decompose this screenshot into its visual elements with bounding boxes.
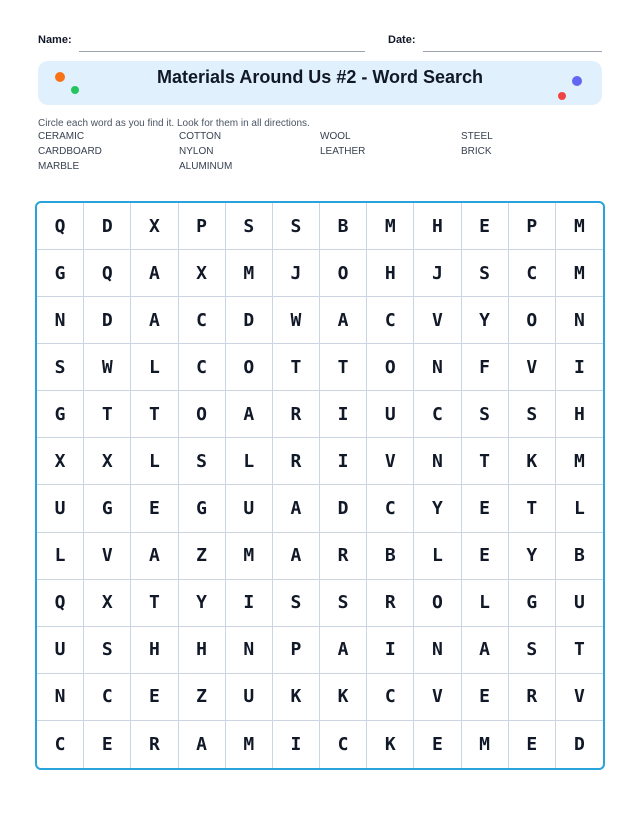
grid-cell[interactable]: S	[462, 391, 509, 438]
grid-cell[interactable]: S	[273, 203, 320, 250]
grid-cell[interactable]: C	[367, 485, 414, 532]
grid-cell[interactable]: B	[556, 533, 603, 580]
grid-cell[interactable]: J	[273, 250, 320, 297]
grid-cell[interactable]: T	[131, 580, 178, 627]
name-date-row	[38, 34, 602, 54]
date-label: Date:	[388, 34, 416, 46]
grid-cell[interactable]: U	[226, 674, 273, 721]
grid-cell[interactable]: D	[573, 733, 585, 755]
grid-cell[interactable]: E	[462, 674, 509, 721]
grid-cell[interactable]: I	[367, 627, 414, 674]
grid-cell[interactable]: G	[84, 485, 131, 532]
date-field[interactable]	[423, 51, 602, 52]
grid-cell[interactable]: S	[226, 203, 273, 250]
name-field[interactable]	[79, 51, 365, 52]
grid-cell[interactable]: A	[320, 297, 367, 344]
grid-cell[interactable]: O	[367, 344, 414, 391]
decorative-dot-icon	[71, 86, 79, 94]
grid-cell[interactable]: H	[414, 203, 461, 250]
grid-cell[interactable]: T	[556, 627, 603, 674]
grid-cell[interactable]: E	[131, 485, 178, 532]
grid-cell[interactable]: D	[320, 485, 367, 532]
grid-cell[interactable]: C	[179, 297, 226, 344]
grid-cell[interactable]: G	[37, 250, 84, 297]
grid-cell[interactable]: M	[556, 250, 603, 297]
grid-cell[interactable]: C	[367, 297, 414, 344]
grid-cell[interactable]: S	[273, 580, 320, 627]
grid-cell[interactable]: K	[320, 674, 367, 721]
grid-cell[interactable]: G	[37, 391, 84, 438]
grid-cell[interactable]: A	[131, 250, 178, 297]
title-banner	[38, 61, 602, 105]
grid-cell[interactable]: L	[131, 438, 178, 485]
decorative-dot-icon	[572, 76, 582, 86]
grid-cell[interactable]: C	[84, 674, 131, 721]
grid-cell[interactable]: U	[556, 580, 603, 627]
grid-cell[interactable]: L	[462, 580, 509, 627]
grid-cell[interactable]: S	[509, 391, 556, 438]
grid-cell[interactable]: P	[273, 627, 320, 674]
grid-cell[interactable]: A	[131, 533, 178, 580]
word-list-item: COTTON	[179, 131, 222, 142]
grid-cell[interactable]: O	[320, 250, 367, 297]
decorative-dot-icon	[55, 72, 65, 82]
page-title: Materials Around Us #2 - Word Search	[156, 67, 484, 87]
grid-cell[interactable]: P	[179, 203, 226, 250]
grid-cell[interactable]: S	[509, 627, 556, 674]
grid-cell[interactable]: L	[131, 344, 178, 391]
grid-cell[interactable]: E	[509, 721, 556, 768]
grid-cell[interactable]: A	[179, 721, 226, 768]
grid-cell[interactable]: R	[273, 438, 320, 485]
grid-cell[interactable]: V	[414, 297, 461, 344]
grid-cell[interactable]: N	[414, 344, 461, 391]
grid-cell[interactable]: V	[509, 344, 556, 391]
grid-cell[interactable]: M	[367, 203, 414, 250]
grid-cell[interactable]: Z	[179, 533, 226, 580]
grid-cell[interactable]: O	[179, 391, 226, 438]
grid-cell[interactable]: R	[320, 533, 367, 580]
grid-cell[interactable]: D	[84, 203, 131, 250]
grid-cell[interactable]: E	[414, 721, 461, 768]
grid-cell[interactable]: G	[509, 580, 556, 627]
grid-cell[interactable]: R	[509, 674, 556, 721]
grid-cell[interactable]: M	[226, 721, 273, 768]
grid-cell[interactable]: J	[414, 250, 461, 297]
grid-cell[interactable]: A	[273, 533, 320, 580]
grid-cell[interactable]: O	[414, 580, 461, 627]
grid-cell[interactable]: T	[273, 344, 320, 391]
word-search-grid	[35, 201, 605, 770]
grid-cell[interactable]: L	[414, 533, 461, 580]
grid-cell[interactable]: M	[556, 438, 603, 485]
grid-cell[interactable]: G	[179, 485, 226, 532]
decorative-dot-icon	[558, 92, 566, 100]
grid-cell[interactable]: W	[84, 344, 131, 391]
word-list-item: STEEL	[461, 131, 493, 142]
word-list-item: LEATHER	[320, 146, 366, 157]
grid-cell[interactable]: S	[179, 438, 226, 485]
grid-cell[interactable]: M	[226, 533, 273, 580]
grid-cell[interactable]: C	[367, 674, 414, 721]
grid-cell[interactable]: I	[320, 438, 367, 485]
grid-cell[interactable]: Q	[37, 580, 84, 627]
grid-cell[interactable]: H	[556, 391, 603, 438]
grid-cell[interactable]: L	[556, 485, 603, 532]
grid-cell[interactable]: I	[556, 344, 603, 391]
grid-cell[interactable]: U	[37, 627, 84, 674]
grid-cell[interactable]: E	[462, 485, 509, 532]
grid-cell[interactable]: V	[414, 674, 461, 721]
grid-cell[interactable]: A	[462, 627, 509, 674]
grid-cell[interactable]: F	[462, 344, 509, 391]
grid-cell[interactable]: E	[131, 674, 178, 721]
grid-cell[interactable]: L	[37, 533, 84, 580]
grid-cell[interactable]: K	[367, 721, 414, 768]
grid-cell[interactable]: E	[462, 203, 509, 250]
grid-cell[interactable]: P	[509, 203, 556, 250]
grid-cell[interactable]: A	[320, 627, 367, 674]
word-list-item: ALUMINUM	[179, 161, 233, 172]
word-list-item: BRICK	[461, 146, 492, 157]
grid-cell[interactable]: N	[556, 297, 603, 344]
grid-cell[interactable]: X	[179, 250, 226, 297]
grid-cell[interactable]: M	[556, 203, 603, 250]
grid-cell[interactable]: Z	[179, 674, 226, 721]
grid-cell[interactable]: H	[179, 627, 226, 674]
grid-cell[interactable]: T	[320, 344, 367, 391]
word-list-item: MARBLE	[38, 161, 80, 172]
grid-cell[interactable]: X	[84, 438, 131, 485]
grid-cell[interactable]: V	[367, 438, 414, 485]
grid-cell[interactable]: N	[37, 297, 84, 344]
grid-cell[interactable]: X	[37, 438, 84, 485]
grid-cell[interactable]: Y	[179, 580, 226, 627]
grid-cell[interactable]: B	[367, 533, 414, 580]
grid-cell[interactable]: I	[226, 580, 273, 627]
grid-cell[interactable]: C	[320, 721, 367, 768]
grid-cell[interactable]: E	[462, 533, 509, 580]
instructions-text: Circle each word as you find it. Look for them in all directions.	[38, 118, 310, 129]
grid-cell[interactable]: M	[462, 721, 509, 768]
name-label: Name:	[38, 34, 72, 46]
grid-cell[interactable]: Y	[509, 533, 556, 580]
grid-cell[interactable]: D	[84, 297, 131, 344]
grid-cell[interactable]: C	[179, 344, 226, 391]
grid-cell[interactable]: E	[84, 721, 131, 768]
grid-cell[interactable]: Q	[37, 203, 84, 250]
grid-cell[interactable]: V	[84, 533, 131, 580]
grid-cell[interactable]: T	[84, 391, 131, 438]
grid-cell[interactable]: V	[556, 674, 603, 721]
grid-cell[interactable]: U	[37, 485, 84, 532]
grid-cell[interactable]: C	[414, 391, 461, 438]
grid-cell[interactable]: T	[131, 391, 178, 438]
word-list-item: CARDBOARD	[38, 146, 102, 157]
grid-cell[interactable]: X	[84, 580, 131, 627]
grid-cell[interactable]: K	[273, 674, 320, 721]
grid-cell[interactable]: A	[273, 485, 320, 532]
grid-cell[interactable]: Q	[84, 250, 131, 297]
grid-cell[interactable]: W	[273, 297, 320, 344]
grid-cell[interactable]: A	[226, 391, 273, 438]
grid-cell[interactable]: S	[84, 627, 131, 674]
grid-cell[interactable]: R	[273, 391, 320, 438]
grid-cell[interactable]: N	[226, 627, 273, 674]
grid-cell[interactable]: N	[414, 438, 461, 485]
grid-cell[interactable]: O	[509, 297, 556, 344]
grid-cell[interactable]: D	[226, 297, 273, 344]
grid-cell[interactable]: S	[320, 580, 367, 627]
grid-cell[interactable]: L	[226, 438, 273, 485]
grid-cell[interactable]: T	[462, 438, 509, 485]
grid-cell[interactable]: C	[37, 721, 84, 768]
grid-cell[interactable]: Y	[462, 297, 509, 344]
grid-cell[interactable]: I	[273, 721, 320, 768]
grid-cell[interactable]: N	[414, 627, 461, 674]
grid-cell[interactable]: S	[462, 250, 509, 297]
grid-cell[interactable]: C	[509, 250, 556, 297]
grid-cell[interactable]: R	[131, 721, 178, 768]
grid-cell[interactable]: I	[320, 391, 367, 438]
grid-cell[interactable]: R	[367, 580, 414, 627]
grid-cell[interactable]: O	[226, 344, 273, 391]
grid-cell[interactable]: H	[367, 250, 414, 297]
grid-cell[interactable]: K	[509, 438, 556, 485]
word-list-item: NYLON	[179, 146, 214, 157]
grid-cell[interactable]: A	[131, 297, 178, 344]
word-list-item: CERAMIC	[38, 131, 85, 142]
grid-cell[interactable]: S	[37, 344, 84, 391]
grid-cell[interactable]: Y	[414, 485, 461, 532]
grid-cell[interactable]: N	[37, 674, 84, 721]
grid-cell[interactable]: B	[320, 203, 367, 250]
grid-cell[interactable]: X	[131, 203, 178, 250]
word-list-item: WOOL	[320, 131, 351, 142]
grid-cell[interactable]: H	[131, 627, 178, 674]
grid-cell[interactable]: T	[509, 485, 556, 532]
grid-cell[interactable]: U	[226, 485, 273, 532]
grid-cell[interactable]: M	[226, 250, 273, 297]
grid-cell[interactable]: U	[367, 391, 414, 438]
